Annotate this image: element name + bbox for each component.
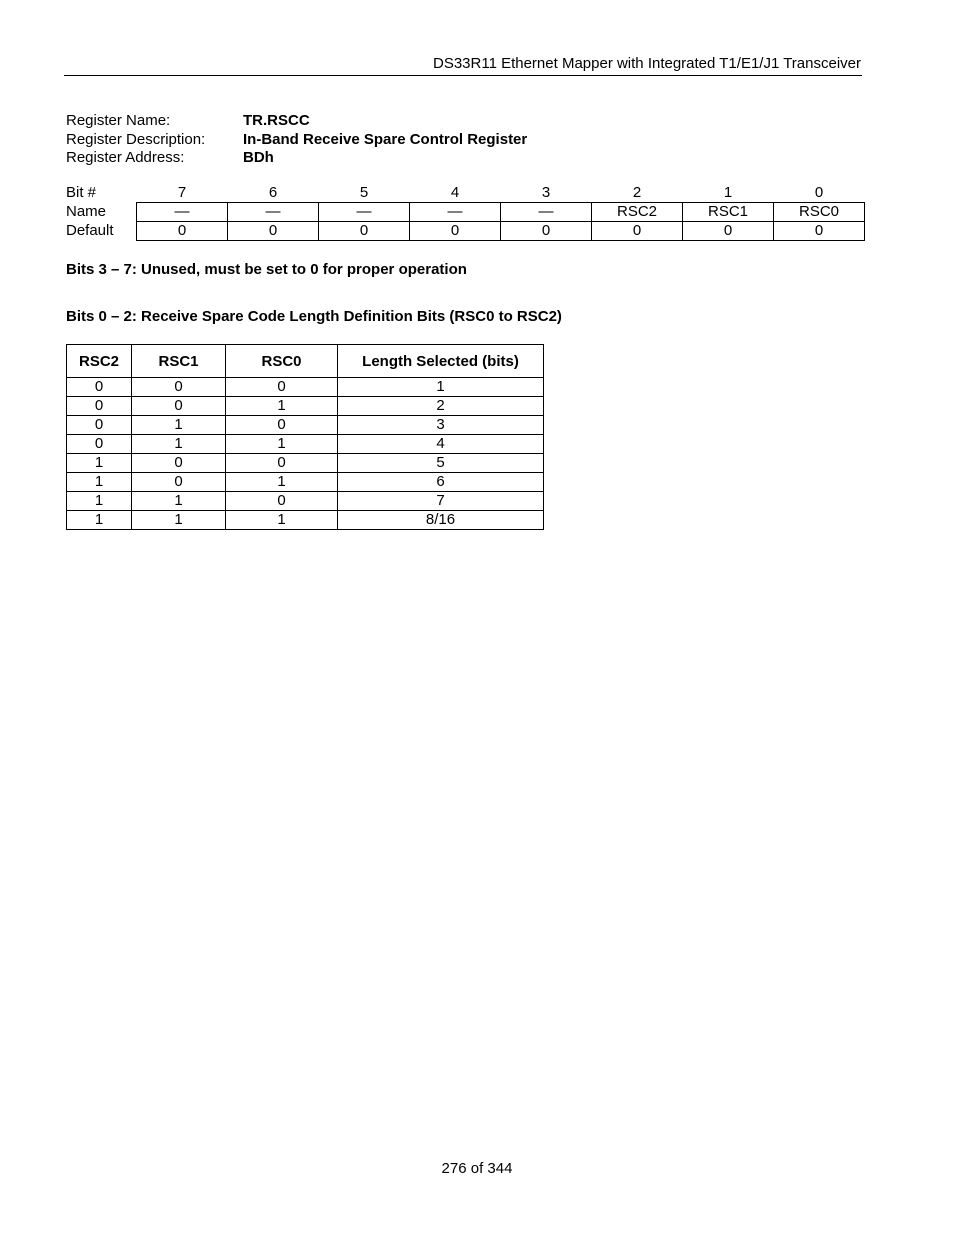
register-description-value: In-Band Receive Spare Control Register xyxy=(243,130,528,148)
bit-number: 7 xyxy=(177,184,187,201)
bit-default: 0 xyxy=(137,222,228,241)
bit-number: 2 xyxy=(632,184,642,201)
rsc-bits-heading: Bits 0 – 2: Receive Spare Code Length Definition Bits (RSC0 to RSC2) xyxy=(66,308,562,325)
register-address-row xyxy=(66,149,527,168)
table-cell: 0 xyxy=(226,454,338,473)
table-cell: 1 xyxy=(226,435,338,454)
table-header-row xyxy=(67,345,544,378)
bit-name: — xyxy=(501,203,592,222)
bit-name: — xyxy=(410,203,501,222)
document-header-title: DS33R11 Ethernet Mapper with Integrated T1/E1/J1 Transceiver xyxy=(432,55,861,72)
table-cell: 0 xyxy=(132,473,226,492)
table-cell: 0 xyxy=(67,435,132,454)
bit-number-label: Bit # xyxy=(66,184,97,202)
register-info xyxy=(66,112,527,168)
table-cell: 8/16 xyxy=(338,511,544,530)
register-description-row xyxy=(66,131,527,150)
register-name-label: Register Name: xyxy=(66,112,171,129)
bit-default: 0 xyxy=(501,222,592,241)
bit-default-row xyxy=(64,222,865,241)
bit-name: RSC2 xyxy=(592,203,683,222)
table-cell: 0 xyxy=(132,454,226,473)
column-header-rsc2: RSC2 xyxy=(67,345,132,378)
page-number: 276 of 344 xyxy=(441,1160,513,1177)
bit-name: — xyxy=(137,203,228,222)
table-cell: 1 xyxy=(338,378,544,397)
bit-number: 3 xyxy=(541,184,551,201)
bit-default: 0 xyxy=(683,222,774,241)
table-cell: 0 xyxy=(226,492,338,511)
register-address-value: BDh xyxy=(243,149,274,166)
table-cell: 2 xyxy=(338,397,544,416)
bit-default: 0 xyxy=(592,222,683,241)
bit-number: 6 xyxy=(268,184,278,201)
table-cell: 0 xyxy=(67,416,132,435)
bit-name: — xyxy=(228,203,319,222)
bit-number: 0 xyxy=(814,184,824,201)
table-row xyxy=(67,397,544,416)
bit-default-label: Default xyxy=(66,222,114,239)
table-cell: 3 xyxy=(338,416,544,435)
bit-default: 0 xyxy=(319,222,410,241)
table-cell: 1 xyxy=(132,511,226,530)
table-cell: 1 xyxy=(226,397,338,416)
table-cell: 7 xyxy=(338,492,544,511)
bit-default: 0 xyxy=(410,222,501,241)
bit-number: 4 xyxy=(450,184,460,201)
register-name-row xyxy=(66,112,527,131)
bit-name: — xyxy=(319,203,410,222)
table-cell: 1 xyxy=(67,473,132,492)
bit-name: RSC1 xyxy=(683,203,774,222)
table-cell: 1 xyxy=(132,416,226,435)
column-header-length: Length Selected (bits) xyxy=(338,345,544,378)
table-row xyxy=(67,378,544,397)
table-cell: 1 xyxy=(132,492,226,511)
column-header-rsc1: RSC1 xyxy=(132,345,226,378)
register-name-value: TR.RSCC xyxy=(243,112,310,129)
table-row xyxy=(67,473,544,492)
table-cell: 1 xyxy=(67,511,132,530)
bit-default: 0 xyxy=(228,222,319,241)
table-cell: 4 xyxy=(338,435,544,454)
table-cell: 5 xyxy=(338,454,544,473)
register-address-label: Register Address: xyxy=(66,149,185,166)
table-row xyxy=(67,435,544,454)
bit-number-row xyxy=(64,184,865,203)
bit-name-row xyxy=(64,203,865,222)
header-divider xyxy=(64,75,862,76)
table-cell: 1 xyxy=(67,454,132,473)
table-row xyxy=(67,511,544,530)
table-cell: 6 xyxy=(338,473,544,492)
bit-number: 1 xyxy=(723,184,733,201)
table-cell: 0 xyxy=(67,378,132,397)
table-row xyxy=(67,454,544,473)
table-cell: 0 xyxy=(226,416,338,435)
table-cell: 0 xyxy=(226,378,338,397)
table-cell: 1 xyxy=(226,511,338,530)
table-row xyxy=(67,492,544,511)
bit-number: 5 xyxy=(359,184,369,201)
table-cell: 1 xyxy=(67,492,132,511)
bit-default: 0 xyxy=(774,222,865,241)
spare-code-length-table xyxy=(66,344,544,530)
table-cell: 1 xyxy=(132,435,226,454)
column-header-rsc0: RSC0 xyxy=(226,345,338,378)
table-cell: 1 xyxy=(226,473,338,492)
table-row xyxy=(67,416,544,435)
unused-bits-heading: Bits 3 – 7: Unused, must be set to 0 for proper operation xyxy=(66,261,467,278)
register-description-label: Register Description: xyxy=(66,130,206,148)
bit-name-label: Name xyxy=(66,203,107,220)
register-bit-map xyxy=(64,184,865,241)
bit-name: RSC0 xyxy=(774,203,865,222)
table-cell: 0 xyxy=(132,397,226,416)
table-cell: 0 xyxy=(132,378,226,397)
table-cell: 0 xyxy=(67,397,132,416)
